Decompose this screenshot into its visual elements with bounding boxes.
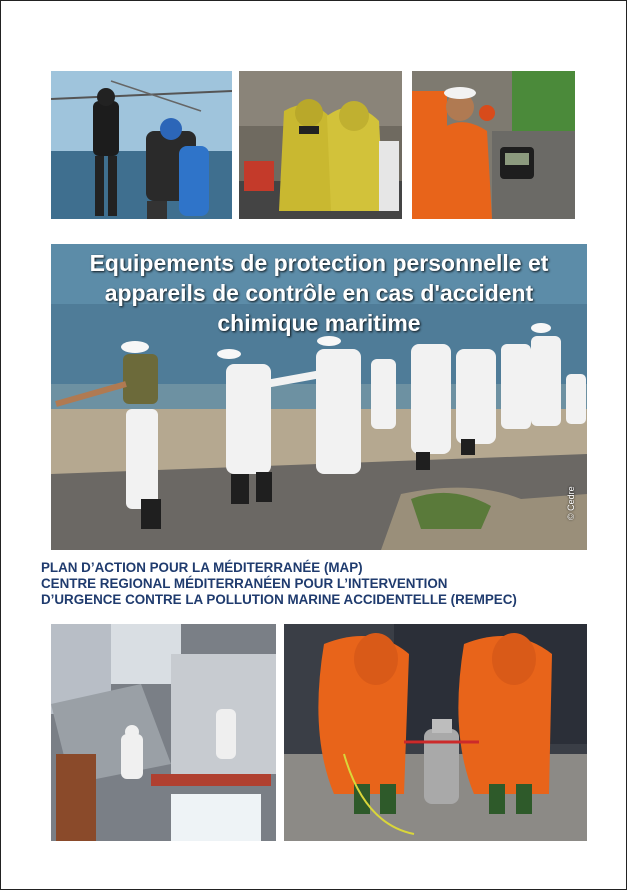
organization-line-3: D’URGENCE CONTRE LA POLLUTION MARINE ACCIDENTELLE (REMPEC) [41, 592, 517, 607]
photo-ship-containers [51, 624, 276, 841]
cover-title-line-1: Equipements de protection personnelle et [89, 250, 549, 276]
photo-orange-suits [284, 624, 587, 841]
cover-title-line-2: appareils de contrôle en cas d'accident [104, 280, 534, 306]
cover-title-line-3: chimique maritime [217, 310, 421, 336]
photo-yellow-suits [239, 71, 402, 219]
organization-line-2: CENTRE REGIONAL MÉDITERRANÉEN POUR L’INTERVENTION [41, 576, 448, 591]
photo-orange-worker [412, 71, 575, 219]
photo-credit: © Cedre [566, 486, 576, 520]
cover-title [52, 248, 586, 338]
organization-block [41, 560, 601, 608]
organization-line-1: PLAN D’ACTION POUR LA MÉDITERRANÉE (MAP) [41, 560, 363, 575]
photo-divers [51, 71, 232, 219]
